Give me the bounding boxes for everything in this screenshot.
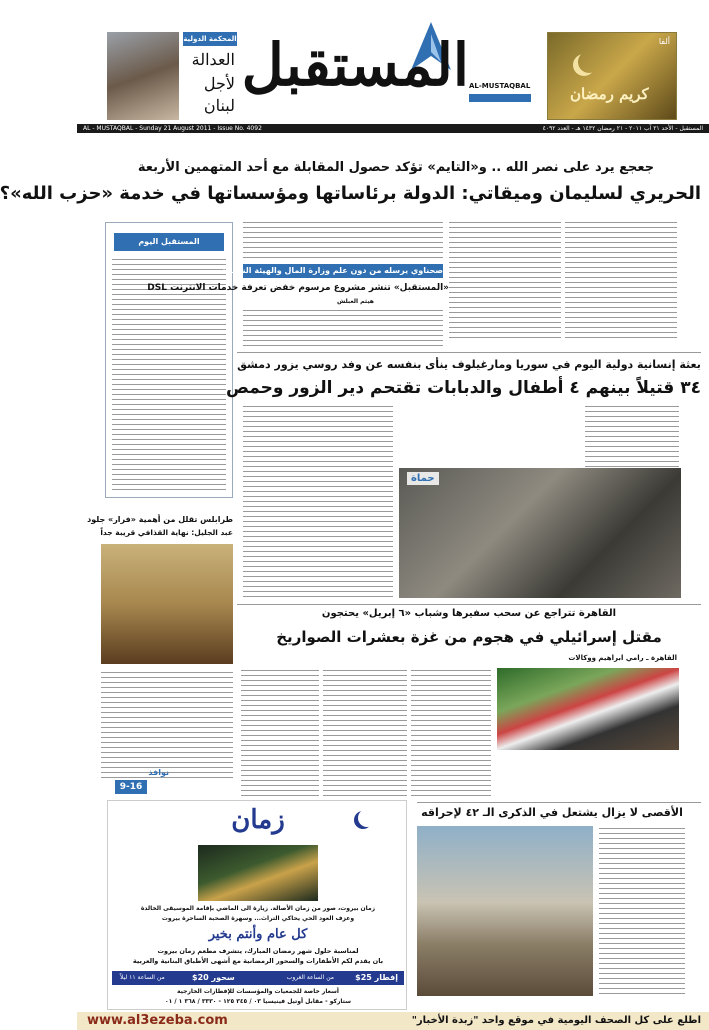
tribunal-slogan-2: لأجل (203, 74, 235, 93)
libya-text (101, 670, 233, 780)
story4-text-2 (323, 668, 407, 798)
footer-url[interactable]: www.al3ezeba.com (87, 1013, 228, 1028)
masthead (77, 0, 709, 130)
nawafidh-num: 9-16 (115, 780, 147, 794)
story2-byline: هيثم العبلش (337, 298, 374, 305)
today-column (105, 222, 233, 498)
story4-byline: القاهرة ـ رامي ابراهيم ووكالات (568, 654, 677, 662)
dateline-ar: المستقبل - الأحد ٢١ آب ٢٠١١ - ٢١ رمضان ١٤٣٢ هـ - العدد ٤٠٩٢ (542, 125, 703, 132)
story5-text (599, 826, 685, 996)
ramadan-ad[interactable] (547, 32, 677, 120)
ad-offer-2: بان يقدم لكم الأطفارات والسحور الرمضانية مع أشهى الأطباق البنانية والعربية (132, 957, 384, 965)
logo-blue-strip (469, 94, 531, 102)
ad-line-1: زمان بيروت، صور من زمان الأصالة. زيارة الى الماضي بإقامة الموسيقى الخالدة (140, 905, 376, 912)
ad-brand: زمان (231, 805, 285, 835)
ad-line-2: وعزف العود الحي يحاكي التراث... وسهرة الصحبة الساحرة بيروت (161, 915, 355, 922)
ad-suhoor-time: من الساعة ١١ ليلاً (120, 974, 165, 981)
libya-head: طرابلس تقلل من أهمية «فرار» جلود (87, 515, 233, 524)
story2-text (243, 308, 443, 348)
story4-text-3 (241, 668, 319, 798)
story5-headline: الأقصى لا يزال يشتعل في الذكرى الـ ٤٢ لإحراقه (421, 806, 683, 819)
nawafidh-label: نوافذ (148, 768, 169, 777)
ad-image (198, 845, 318, 901)
ad-iftar-time: من الساعة الغروب (286, 974, 334, 981)
gaza-photo (497, 668, 679, 750)
story3-kicker: بعثة إنسانية دولية اليوم في سوريا ومارغيلوف ينأى بنفسه عن وفد روسي يزور دمشق (237, 358, 701, 371)
lead-text-col-3 (243, 220, 443, 260)
syria-photo (399, 468, 681, 598)
divider (237, 352, 701, 353)
dateline-bar (77, 124, 709, 133)
story4-kicker: القاهرة تتراجع عن سحب سفيرها وشباب «٦ إبريل» يحتجون (321, 608, 617, 619)
ramadan-ad-text: كريم رمضان (570, 85, 649, 103)
libya-photo (101, 544, 233, 664)
ad-suhoor: سحور 20$ (192, 973, 235, 982)
crescent-icon (578, 51, 600, 73)
tribunal-label: المحكمة الدولية (183, 32, 237, 46)
photo-tag: حماة (407, 472, 439, 485)
footer-bar[interactable] (77, 1012, 709, 1030)
story4-text-1 (411, 668, 491, 798)
story4-headline: مقتل إسرائيلي في هجوم من غزة بعشرات الصواريخ (276, 628, 662, 646)
divider-2 (237, 604, 701, 605)
ad-contact: أسعار خاصة للجمعيات والمؤسسات للإفطارات الخارجية (177, 988, 339, 995)
lead-text-col-2 (449, 220, 561, 340)
aqsa-photo (417, 826, 593, 996)
tribunal-slogan-1: العدالة (191, 50, 235, 69)
ad-greeting: كل عام وأنتم بخير (208, 927, 308, 942)
zaman-beirut-ad[interactable] (107, 800, 407, 1010)
divider-3 (417, 802, 701, 803)
dateline-en: AL - MUSTAQBAL - Sunday 21 August 2011 - Issue No. 4092 (83, 125, 262, 132)
ad-address: ستاركو - مقابل أوتيل فينيسيا ٠٣ / ٣٤٥ ١٢٥ - ٣٣٣٠ / ٣٦٨ ١ / ٠١ (164, 998, 352, 1005)
lead-headline: الحريري لسليمان وميقاتي: الدولة برئاساتها ومؤسساتها في خدمة «حزب الله»؟ (0, 183, 701, 204)
ad-iftar: إفطار 25$ (355, 973, 398, 982)
portrait-photo (107, 32, 179, 120)
price-bar (112, 971, 404, 985)
crescent-icon-ad (358, 809, 376, 827)
story3-text-left (243, 404, 393, 600)
tribunal-slogan-3: لبنان (203, 96, 235, 115)
story2-headline: «المستقبل» تنشر مشروع مرسوم خفض تعرفة خدمات الانترنت DSL (147, 283, 449, 293)
footer-slogan: اطلع على كل الصحف اليومية في موقع واحد "زبدة الأخبار" (411, 1015, 701, 1026)
story3-headline: ٣٤ قتيلاً بينهم ٤ أطفال والدبابات تقتحم دير الزور وحمص (226, 378, 701, 398)
ramadan-ad-brand: ألفا (658, 37, 670, 46)
libya-sub: عبد الجليل: نهاية القذافي قريبة جداً (100, 528, 233, 537)
ad-offer: لمناسبة حلول شهر رمضان المبارك، يتشرف مطعم زمان بيروت (157, 947, 359, 955)
logo-title: المستقبل (241, 31, 469, 99)
tribunal-box (107, 32, 237, 120)
story2-bar: صحناوي يرسله من دون علم وزارة المال والهيئة الناظمة (243, 264, 443, 278)
lead-text-col-1 (565, 220, 677, 340)
today-label: المستقبل اليوم (114, 233, 224, 251)
logo-latin: AL-MUSTAQBAL (469, 82, 531, 90)
lead-kicker: جعجع يرد على نصر الله .. و«التايم» تؤكد حصول المقابلة مع أحد المتهمين الأربعة (137, 160, 655, 175)
